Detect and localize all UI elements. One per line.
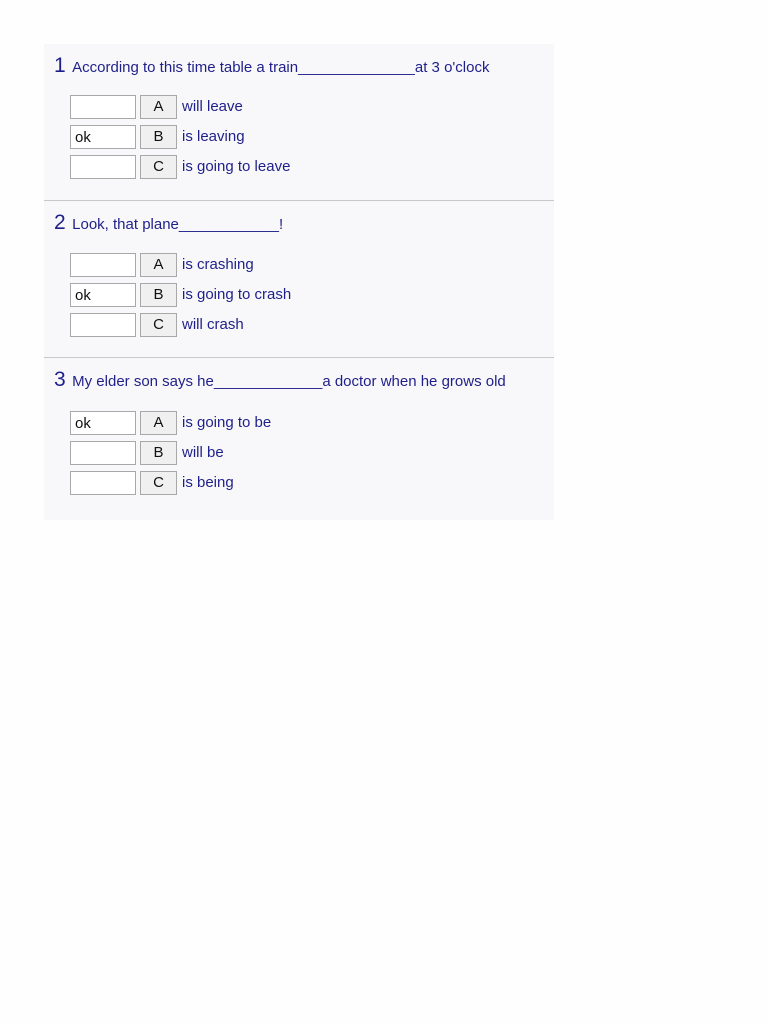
option-c-button[interactable]: C bbox=[140, 471, 177, 495]
answer-field-a[interactable] bbox=[70, 253, 136, 277]
answer-field-c[interactable] bbox=[70, 471, 136, 495]
option-a bbox=[70, 411, 550, 435]
option-c-text: will crash bbox=[182, 316, 244, 333]
question-number: 3 bbox=[54, 368, 66, 391]
option-b-text: will be bbox=[182, 444, 224, 461]
option-c-text: is going to leave bbox=[182, 158, 291, 175]
option-b-button[interactable]: B bbox=[140, 283, 177, 307]
answer-field-a[interactable] bbox=[70, 411, 136, 435]
option-c bbox=[70, 313, 550, 337]
option-b bbox=[70, 283, 550, 307]
option-a-text: is crashing bbox=[182, 256, 254, 273]
answer-field-b[interactable] bbox=[70, 283, 136, 307]
option-b bbox=[70, 441, 550, 465]
answer-field-a[interactable] bbox=[70, 95, 136, 119]
option-a-text: is going to be bbox=[182, 414, 272, 431]
option-b-text: is going to crash bbox=[182, 286, 292, 303]
question-text: Look, that plane____________! bbox=[72, 216, 284, 233]
question-2 bbox=[44, 201, 554, 358]
option-a bbox=[70, 95, 550, 119]
answer-field-c[interactable] bbox=[70, 155, 136, 179]
quiz-panel bbox=[44, 44, 554, 520]
option-b-button[interactable]: B bbox=[140, 125, 177, 149]
option-b-text: is leaving bbox=[182, 128, 245, 145]
option-c-button[interactable]: C bbox=[140, 313, 177, 337]
option-a bbox=[70, 253, 550, 277]
answer-field-b[interactable] bbox=[70, 125, 136, 149]
question-number: 2 bbox=[54, 211, 66, 234]
question-number: 1 bbox=[54, 54, 66, 77]
answer-field-c[interactable] bbox=[70, 313, 136, 337]
option-c-button[interactable]: C bbox=[140, 155, 177, 179]
option-a-button[interactable]: A bbox=[140, 95, 177, 119]
option-c bbox=[70, 155, 550, 179]
option-a-button[interactable]: A bbox=[140, 253, 177, 277]
question-1 bbox=[44, 44, 554, 201]
question-text: My elder son says he_____________a doctor when he grows old bbox=[72, 373, 506, 390]
question-header bbox=[54, 369, 506, 391]
option-b-button[interactable]: B bbox=[140, 441, 177, 465]
answer-field-b[interactable] bbox=[70, 441, 136, 465]
option-b bbox=[70, 125, 550, 149]
option-c bbox=[70, 471, 550, 495]
option-a-button[interactable]: A bbox=[140, 411, 177, 435]
question-header bbox=[54, 55, 489, 77]
question-header bbox=[54, 212, 283, 234]
option-a-text: will leave bbox=[182, 98, 243, 115]
question-3 bbox=[44, 358, 554, 520]
option-c-text: is being bbox=[182, 474, 234, 491]
question-text: According to this time table a train______________at 3 o'clock bbox=[72, 59, 490, 76]
